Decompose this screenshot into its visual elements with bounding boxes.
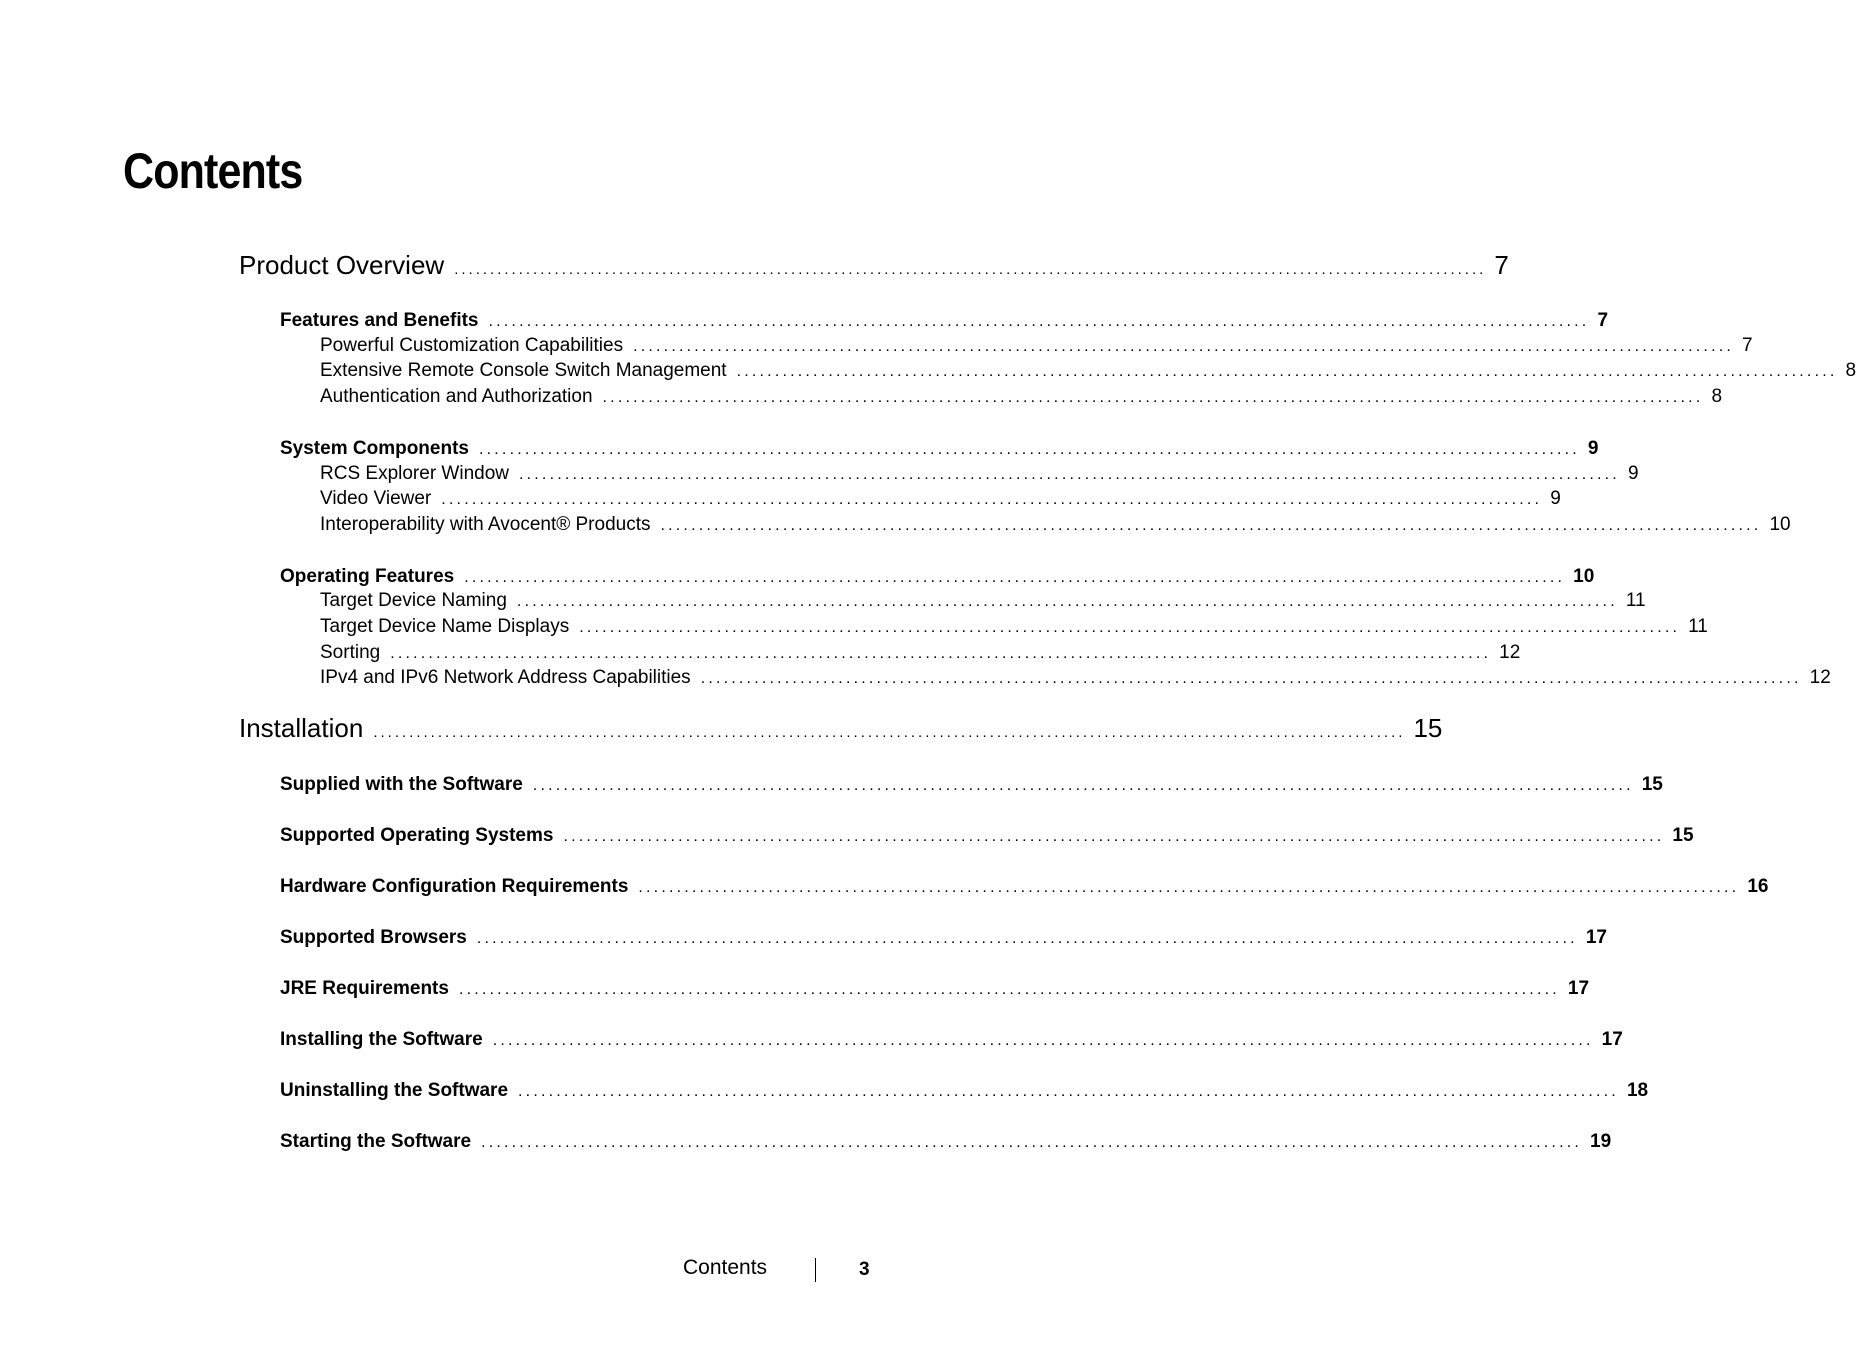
toc-subsection-extensive-remote-console[interactable] [320,360,1856,382]
toc-subsection-video-viewer[interactable] [320,488,1561,510]
toc-entry-title: Installing the Software [280,1029,483,1050]
toc-section-installing-software[interactable] [280,1029,1623,1051]
toc-entry-title: Authentication and Authorization [320,386,593,407]
dot-leader: ................................................................................................................................................ [532,777,1634,794]
toc-section-supported-browsers[interactable] [280,927,1607,949]
toc-entry-title: System Components [280,438,469,459]
toc-page-number: 17 [1585,927,1607,948]
dot-leader: ................................................................................................................................................ [563,828,1665,845]
dot-leader: ................................................................................................................................................ [454,261,1487,278]
toc-page-number: 9 [1587,438,1599,459]
toc-subsection-powerful-customization[interactable] [320,335,1753,357]
toc-page-number: 10 [1769,514,1791,535]
toc-page-number: 7 [1597,310,1609,331]
toc-entry-title: Supplied with the Software [280,774,523,795]
toc-chapter-product-overview[interactable] [239,250,1509,281]
toc-page-number: 15 [1413,713,1443,743]
toc-page-number: 9 [1550,488,1561,509]
footer-divider [815,1258,816,1282]
toc-subsection-ipv4-ipv6[interactable] [320,667,1831,689]
toc-section-starting-software[interactable] [280,1131,1612,1153]
dot-leader: ................................................................................................................................................ [488,313,1590,330]
toc-section-jre-requirements[interactable] [280,978,1590,1000]
toc-subsection-interoperability[interactable] [320,514,1791,536]
dot-leader: ................................................................................................................................................ [633,338,1735,355]
toc-subsection-target-device-name-displays[interactable] [320,616,1708,638]
toc-entry-title: Hardware Configuration Requirements [280,876,629,897]
dot-leader: ................................................................................................................................................ [516,593,1618,610]
toc-section-supported-operating-systems[interactable] [280,825,1694,847]
page-title: Contents [123,143,303,199]
toc-page-number: 8 [1845,360,1856,381]
toc-entry-title: Sorting [320,642,381,663]
toc-page-number: 11 [1688,616,1708,637]
toc-subsection-sorting[interactable] [320,642,1521,664]
toc-entry-title: Uninstalling the Software [280,1080,509,1101]
toc-entry-title: Extensive Remote Console Switch Management [320,360,727,381]
toc-page-number: 17 [1601,1029,1623,1050]
toc-entry-title: Installation [239,713,364,743]
toc-page-number: 16 [1747,876,1769,897]
toc-page-number: 18 [1626,1080,1649,1101]
dot-leader: ................................................................................................................................................ [638,879,1740,896]
toc-page-number: 10 [1573,566,1595,587]
toc-page-number: 7 [1742,335,1753,356]
toc-entry-title: RCS Explorer Window [320,463,509,484]
toc-page-number: 12 [1809,667,1831,688]
toc-page-number: 8 [1711,386,1723,407]
dot-leader: ................................................................................................................................................ [519,466,1620,483]
toc-page-number: 19 [1590,1131,1612,1152]
dot-leader: ................................................................................................................................................ [602,389,1704,406]
toc-section-supplied-with-software[interactable] [280,774,1663,796]
toc-section-system-components[interactable] [280,438,1599,460]
dot-leader: ................................................................................................................................................ [492,1032,1594,1049]
dot-leader: ................................................................................................................................................ [736,363,1838,380]
dot-leader: ................................................................................................................................................ [441,491,1543,508]
toc-page-number: 17 [1567,978,1590,999]
dot-leader: ................................................................................................................................................ [700,670,1802,687]
toc-page-number: 11 [1625,590,1646,611]
toc-section-uninstalling-software[interactable] [280,1080,1649,1102]
toc-section-operating-features[interactable] [280,566,1595,588]
toc-entry-title: Supported Browsers [280,927,467,948]
toc-page-number: 7 [1494,250,1509,280]
dot-leader: ................................................................................................................................................ [390,645,1492,662]
toc-entry-title: JRE Requirements [280,978,449,999]
toc-entry-title: Video Viewer [320,488,432,509]
toc-entry-title: Target Device Naming [320,590,507,611]
dot-leader: ................................................................................................................................................ [464,569,1566,586]
toc-section-hardware-configuration[interactable] [280,876,1769,898]
toc-entry-title: Interoperability with Avocent® Products [320,514,651,535]
toc-entry-title: IPv4 and IPv6 Network Address Capabilities [320,667,691,688]
footer-page-number: 3 [859,1259,870,1280]
toc-entry-title: Supported Operating Systems [280,825,554,846]
dot-leader: ................................................................................................................................................ [458,981,1560,998]
toc-subsection-rcs-explorer[interactable] [320,463,1639,485]
toc-entry-title: Product Overview [239,250,445,280]
dot-leader: ................................................................................................................................................ [481,1134,1583,1151]
dot-leader: ................................................................................................................................................ [518,1083,1619,1100]
toc-page-number: 15 [1641,774,1663,795]
dot-leader: ................................................................................................................................................ [373,724,1406,741]
footer-section-label: Contents [683,1256,768,1279]
toc-section-features-and-benefits[interactable] [280,310,1609,332]
dot-leader: ................................................................................................................................................ [579,619,1681,636]
toc-page-number: 12 [1499,642,1521,663]
toc-entry-title: Starting the Software [280,1131,472,1152]
toc-subsection-authentication[interactable] [320,386,1723,408]
toc-entry-title: Target Device Name Displays [320,616,570,637]
toc-entry-title: Features and Benefits [280,310,479,331]
dot-leader: ................................................................................................................................................ [660,517,1762,534]
toc-chapter-installation[interactable] [239,713,1443,744]
toc-page-number: 9 [1627,463,1639,484]
toc-page-number: 15 [1672,825,1694,846]
dot-leader: ................................................................................................................................................ [476,930,1578,947]
toc-subsection-target-device-naming[interactable] [320,590,1646,612]
toc-entry-title: Operating Features [280,566,455,587]
dot-leader: ................................................................................................................................................ [478,441,1580,458]
toc-entry-title: Powerful Customization Capabilities [320,335,624,356]
